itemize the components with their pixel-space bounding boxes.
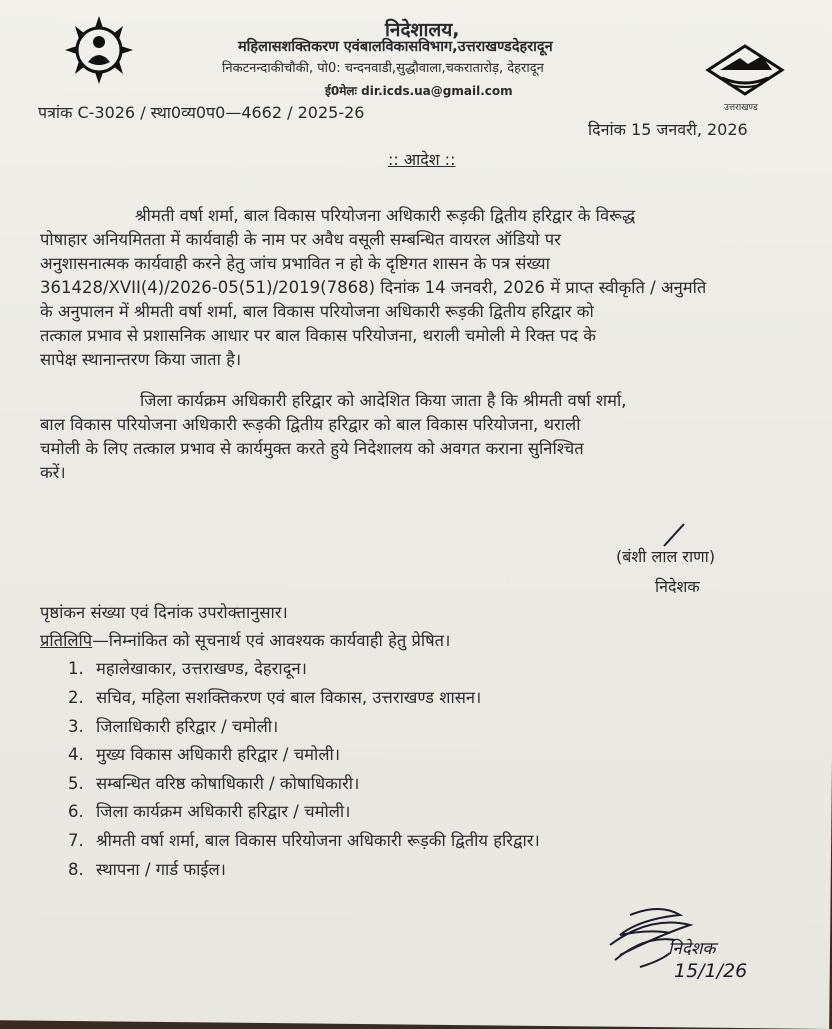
para1-line: के अनुपालन में श्रीमती वर्षा शर्मा, बाल विकास परियोजना अधिकारी रूड़की द्वितीय हरिद्वार को xyxy=(40,302,594,321)
para1-line: सापेक्ष स्थानान्तरण किया जाता है। xyxy=(40,350,242,369)
list-item xyxy=(68,828,540,851)
para2-line: चमोली के लिए तत्काल प्रभाव से कार्यमुक्त करते हुये निदेशालय को अवगत कराना सुनिश्चित xyxy=(40,439,584,458)
para2-line: करें। xyxy=(40,463,66,482)
copy-to-text: —निम्नांकित को सूचनार्थ एवं आवश्यक कार्यवाही हेतु प्रेषित। xyxy=(92,631,451,650)
list-item-text: महालेखाकार, उत्तराखण्ड, देहरादून। xyxy=(96,659,307,678)
list-item xyxy=(68,857,226,880)
copy-to-label: प्रतिलिपि xyxy=(40,631,93,650)
letterhead-department: महिलासशक्तिकरण एवंबालविकासविभाग,उत्तराखण्डदेहरादून xyxy=(238,39,553,55)
order-title xyxy=(388,148,455,170)
list-item-number: 2. xyxy=(68,688,84,707)
para1-line: श्रीमती वर्षा शर्मा, बाल विकास परियोजना अधिकारी रूड़की द्वितीय हरिद्वार के विरूद्ध xyxy=(135,206,636,225)
list-item-text: स्थापना / गार्ड फाईल। xyxy=(96,860,226,879)
copy-to-line xyxy=(40,628,450,651)
list-item xyxy=(68,685,481,708)
letterhead-email: ई0मेलः dir.icds.ua@gmail.com xyxy=(325,84,513,98)
list-item-number: 5. xyxy=(68,774,84,793)
para2-line: बाल विकास परियोजना अधिकारी रूड़की द्वितीय हरिद्वार को बाल विकास परियोजना, थराली xyxy=(40,415,581,434)
letterhead-address: निकटनन्दाकीचौकी, पो0: चन्दनवाडी,सुद्धौवाला,चकरातारोड़, देहरादून xyxy=(222,61,544,76)
order-date: दिनांक 15 जनवरी, 2026 xyxy=(588,120,748,139)
list-item xyxy=(68,771,359,794)
signatory-name: (बंशी लाल राणा) xyxy=(616,547,716,566)
list-item-number: 4. xyxy=(68,745,84,764)
para1-line: 361428/XVII(4)/2026-05(51)/2019(7868) दिनांक 14 जनवरी, 2026 में प्राप्त स्वीकृति / अनुमति xyxy=(40,278,707,297)
list-item-number: 6. xyxy=(68,802,84,821)
list-item-number: 3. xyxy=(68,717,84,736)
footer-signature-designation: निदेशक xyxy=(668,939,716,959)
list-item-text: मुख्य विकास अधिकारी हरिद्वार / चमोली। xyxy=(96,745,341,764)
list-item-number: 1. xyxy=(68,659,84,678)
signatory-designation: निदेशक xyxy=(655,577,700,596)
list-item-text: सचिव, महिला सशक्तिकरण एवं बाल विकास, उत्तराखण्ड शासन। xyxy=(96,688,482,707)
footer-signature-date: 15/1/26 xyxy=(674,960,748,982)
list-item xyxy=(68,714,278,737)
para1-line: पोषाहार अनियमितता में कार्यवाही के नाम पर अवैध वसूली सम्बन्धित वायरल ऑडियो पर xyxy=(40,230,561,249)
order-title-text: :: आदेश :: xyxy=(388,150,456,169)
letterhead-office: निदेशालय, xyxy=(385,19,460,41)
right-logo-caption: उत्तराखण्ड xyxy=(724,103,758,113)
list-item-text: जिला कार्यक्रम अधिकारी हरिद्वार / चमोली। xyxy=(96,802,351,821)
list-item-text: सम्बन्धित वरिष्ठ कोषाधिकारी / कोषाधिकारी। xyxy=(96,774,360,793)
list-item-text: जिलाधिकारी हरिद्वार / चमोली। xyxy=(96,717,279,736)
list-item-number: 8. xyxy=(68,860,84,879)
list-item-text: श्रीमती वर्षा शर्मा, बाल विकास परियोजना अधिकारी रूड़की द्वितीय हरिद्वार। xyxy=(96,831,540,850)
department-emblem-icon xyxy=(50,10,148,90)
list-item xyxy=(68,742,340,765)
para2-line: जिला कार्यक्रम अधिकारी हरिद्वार को आदेशित किया जाता है कि श्रीमती वर्षा शर्मा, xyxy=(140,391,627,410)
list-item xyxy=(68,656,307,679)
order-paragraph-2 xyxy=(40,390,810,484)
para1-line: तत्काल प्रभाव से प्रशासनिक आधार पर बाल विकास परियोजना, थराली चमोली मे रिक्त पद के xyxy=(40,326,596,345)
order-paragraph-1 xyxy=(40,205,810,371)
list-item xyxy=(68,799,350,822)
list-item-number: 7. xyxy=(68,831,84,850)
endorsement-reference: पृष्ठांकन संख्या एवं दिनांक उपरोक्तानुसार। xyxy=(40,603,288,622)
para1-line: अनुशासनात्मक कार्यवाही करने हेतु जांच प्रभावित न हो के दृष्टिगत शासन के पत्र संख्या xyxy=(40,254,550,273)
reference-number: पत्रांक C-3026 / स्था0व्य0प0—4662 / 2025-26 xyxy=(38,103,365,122)
